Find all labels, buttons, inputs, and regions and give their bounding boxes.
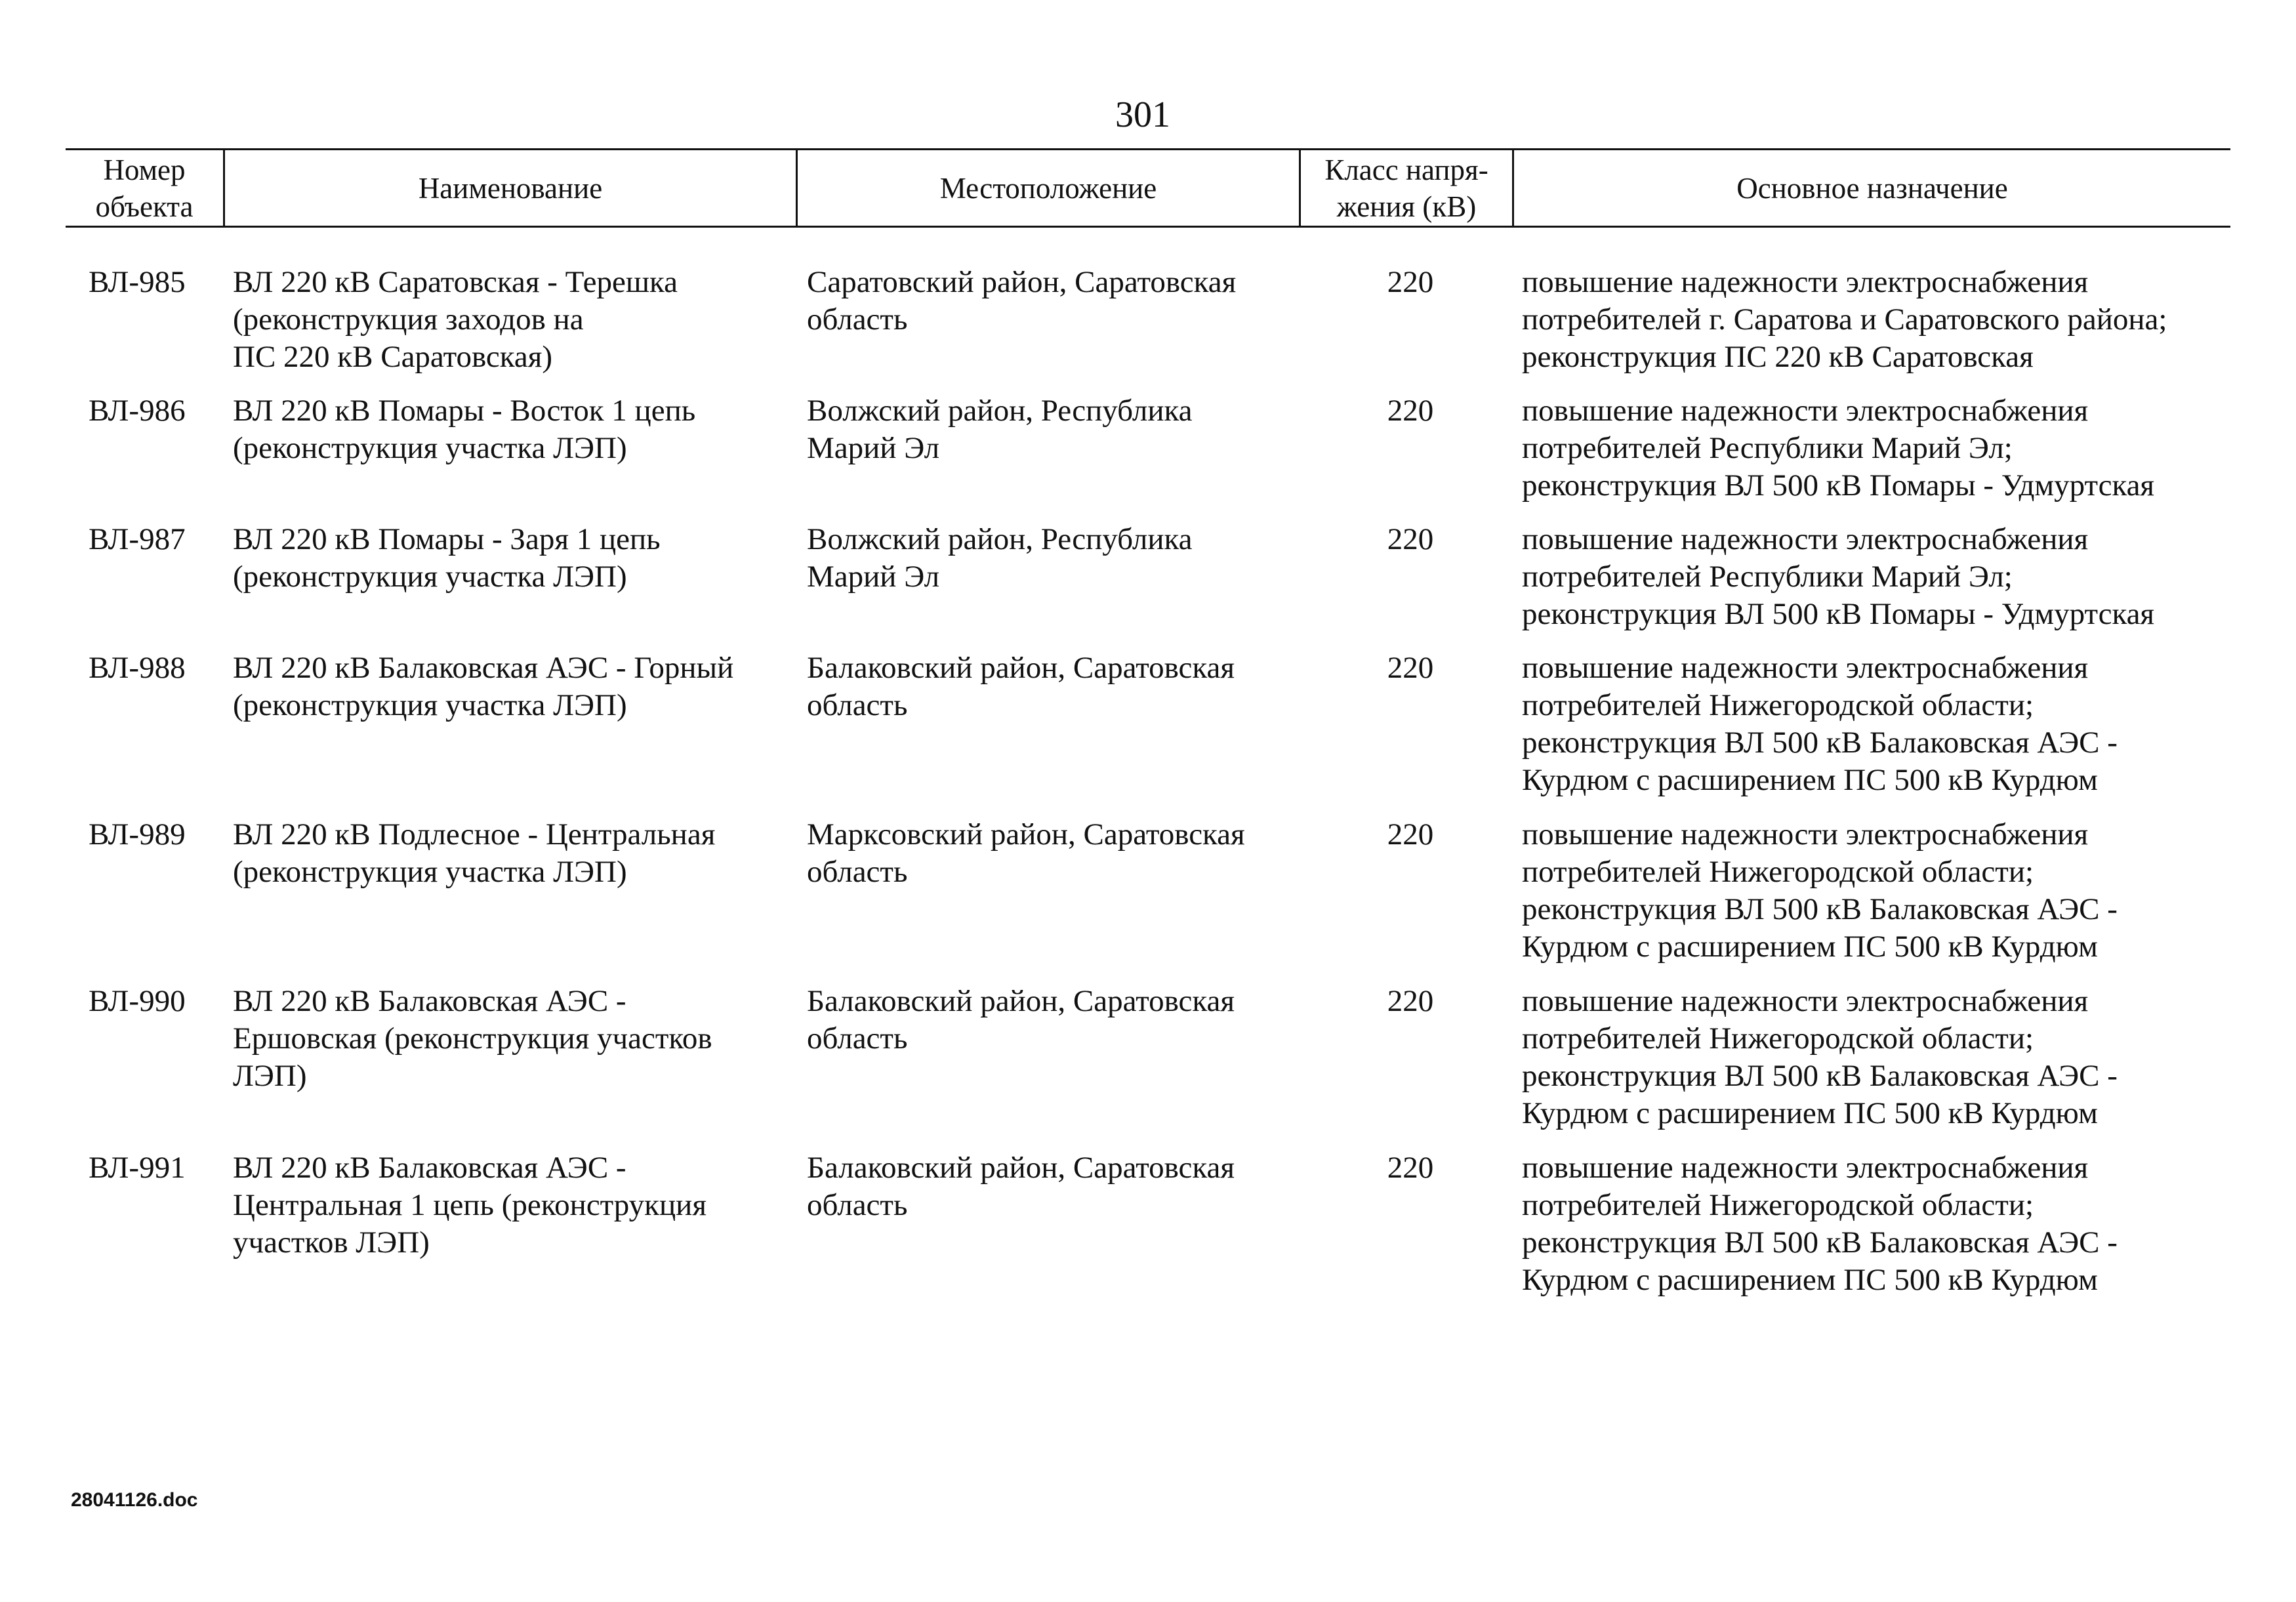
document-filename: 28041126.doc [71,1489,198,1511]
object-number: ВЛ-990 [89,984,186,1018]
object-name: ВЛ 220 кВ Балаковская АЭС - Центральная 1 цепь (реконструкция участков ЛЭП) [233,1151,707,1260]
column-header-location: Местоположение [939,172,1157,205]
object-name: ВЛ 220 кВ Саратовская - Терешка (реконструкция заходов на ПС 220 кВ Саратовская) [233,265,678,374]
object-location: Саратовский район, Саратовская область [807,265,1237,337]
object-voltage: 220 [1387,394,1434,428]
column-header-purpose: Основное назначение [1736,172,2008,205]
object-location: Балаковский район, Саратовская область [807,651,1235,722]
column-header-voltage: Класс напря- жения (кВ) [1324,154,1488,223]
object-purpose: повышение надежности электроснабжения потребителей Республики Марий Эл; реконструкция ВЛ 500 кВ Помары - Удмуртская [1522,394,2155,503]
object-voltage: 220 [1387,651,1434,685]
object-location: Марксовский район, Саратовская область [807,817,1245,889]
object-name: ВЛ 220 кВ Помары - Заря 1 цепь (реконструкция участка ЛЭП) [233,522,661,594]
object-voltage: 220 [1387,522,1434,556]
object-number: ВЛ-986 [89,394,186,428]
object-location: Волжский район, Республика Марий Эл [807,522,1193,594]
object-location: Балаковский район, Саратовская область [807,1151,1235,1222]
column-header-name: Наименование [418,172,603,205]
object-number: ВЛ-988 [89,651,186,685]
object-name: ВЛ 220 кВ Помары - Восток 1 цепь (реконструкция участка ЛЭП) [233,394,696,465]
object-name: ВЛ 220 кВ Подлесное - Центральная (реконструкция участка ЛЭП) [233,817,716,889]
object-location: Балаковский район, Саратовская область [807,984,1235,1056]
object-voltage: 220 [1387,1151,1434,1185]
object-purpose: повышение надежности электроснабжения потребителей г. Саратова и Саратовского района; реконструкция ПС 220 кВ Саратовская [1522,265,2167,374]
object-name: ВЛ 220 кВ Балаковская АЭС - Ершовская (реконструкция участков ЛЭП) [233,984,712,1093]
object-purpose: повышение надежности электроснабжения потребителей Нижегородской области; реконструкция ВЛ 500 кВ Балаковская АЭС - Курдюм с расширением ПС 500 кВ Курдюм [1522,817,2118,964]
object-number: ВЛ-985 [89,265,186,299]
object-voltage: 220 [1387,265,1434,299]
object-number: ВЛ-987 [89,522,186,556]
object-voltage: 220 [1387,817,1434,852]
object-name: ВЛ 220 кВ Балаковская АЭС - Горный (реконструкция участка ЛЭП) [233,651,734,722]
object-purpose: повышение надежности электроснабжения потребителей Нижегородской области; реконструкция ВЛ 500 кВ Балаковская АЭС - Курдюм с расширением ПС 500 кВ Курдюм [1522,1151,2118,1297]
table-header [66,150,2230,227]
object-purpose: повышение надежности электроснабжения потребителей Нижегородской области; реконструкция ВЛ 500 кВ Балаковская АЭС - Курдюм с расширением ПС 500 кВ Курдюм [1522,651,2118,797]
object-purpose: повышение надежности электроснабжения потребителей Нижегородской области; реконструкция ВЛ 500 кВ Балаковская АЭС - Курдюм с расширением ПС 500 кВ Курдюм [1522,984,2118,1130]
column-header-number: Номер объекта [95,154,194,223]
object-purpose: повышение надежности электроснабжения потребителей Республики Марий Эл; реконструкция ВЛ 500 кВ Помары - Удмуртская [1522,522,2155,631]
object-number: ВЛ-991 [89,1151,186,1185]
object-voltage: 220 [1387,984,1434,1018]
page-number: 301 [1115,94,1170,135]
object-location: Волжский район, Республика Марий Эл [807,394,1193,465]
object-number: ВЛ-989 [89,817,186,852]
